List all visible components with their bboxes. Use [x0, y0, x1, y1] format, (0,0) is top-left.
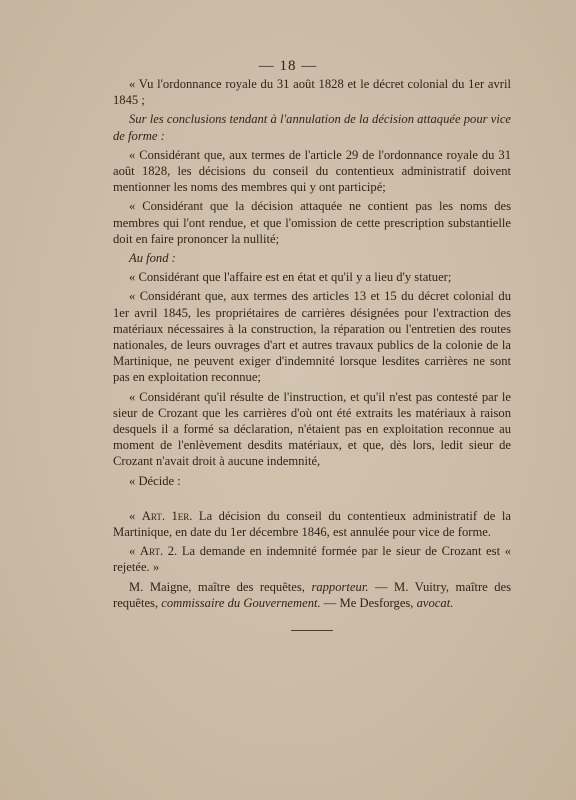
article-2: « Art. 2. La demande en indemnité formée par le sieur de Crozant est « rejetée. »: [113, 544, 511, 575]
avocat-role: avocat.: [416, 595, 454, 610]
article-1-label: Art. 1er.: [141, 508, 193, 523]
avocat-name: — Me Desforges,: [323, 595, 414, 610]
commissaire-name: — M. Vuitry, maître des requêtes,: [113, 579, 511, 610]
paragraph-considerant-3: « Considérant que l'affaire est en état et qu'il y a lieu d'y statuer;: [129, 270, 452, 285]
article-2-text: La demande en indemnité formée par le sieur de Crozant est « rejetée. »: [113, 544, 511, 575]
page-number: — 18 —: [258, 58, 318, 74]
commissaire-role: commissaire du Gouvernement.: [161, 595, 321, 610]
paragraph-au-fond-heading: Au fond :: [129, 251, 176, 266]
signature-line: [113, 579, 511, 611]
paragraph-considerant-1: « Considérant que, aux termes de l'article 29 de l'ordonnance royale du 31 août 1828, les décisions du conseil du contentieux administratif doivent mentionner les noms des membres qui y ont participé;: [113, 147, 511, 195]
paragraph-considerant-2: « Considérant que la décision attaquée ne contient pas les noms des membres qui l'ont rendue, et que l'omission de cette prescription substantielle doit en faire prononcer la nullité;: [113, 199, 511, 246]
paragraph-visa: « Vu l'ordonnance royale du 31 août 1828 et le décret colonial du 1er avril 1845 ;: [113, 77, 511, 108]
paragraph-considerant-4: « Considérant que, aux termes des articles 13 et 15 du décret colonial du 1er avril 1845, les propriétaires de carrières désignées pour l'extraction des matériaux nécessaires à la construction, la réparation ou l'entretien des routes nationales, de leurs ouvrages d'art et autres travaux publics de la colonie de la Martinique, ne peuvent exiger d'indemnité lorsque lesdites carrières ne sont pas en exploitation reconnue;: [113, 289, 511, 385]
article-2-label: Art. 2.: [139, 544, 178, 559]
paragraph-decide: « Décide :: [129, 473, 181, 488]
paragraph-considerant-5: « Considérant qu'il résulte de l'instruction, et qu'il n'est pas contesté par le sieur de Crozant que les carrières d'où ont été extraits les matériaux à raison desquels il a formé sa déclaration, n'étaient pas en exploitation reconnue au moment de l'enlèvement desdits matériaux, et que, dès lors, ledit sieur de Crozant n'avait droit à aucune indemnité,: [113, 389, 511, 469]
article-1: « Art. 1er. La décision du conseil du contentieux administratif de la Martinique, en date du 1er décembre 1846, est annulée pour vice de forme.: [113, 508, 511, 540]
body-text: [113, 76, 511, 614]
paragraph-conclusions-heading: Sur les conclusions tendant à l'annulation de la décision attaquée pour vice de forme :: [113, 112, 511, 143]
rapporteur-name: M. Maigne, maître des requêtes,: [129, 579, 305, 594]
article-1-text: La décision du conseil du contentieux administratif de la Martinique, en date du 1er décembre 1846, est annulée pour vice de forme.: [113, 508, 511, 540]
rapporteur-role: rapporteur.: [311, 579, 369, 594]
closing-rule: [291, 630, 333, 631]
